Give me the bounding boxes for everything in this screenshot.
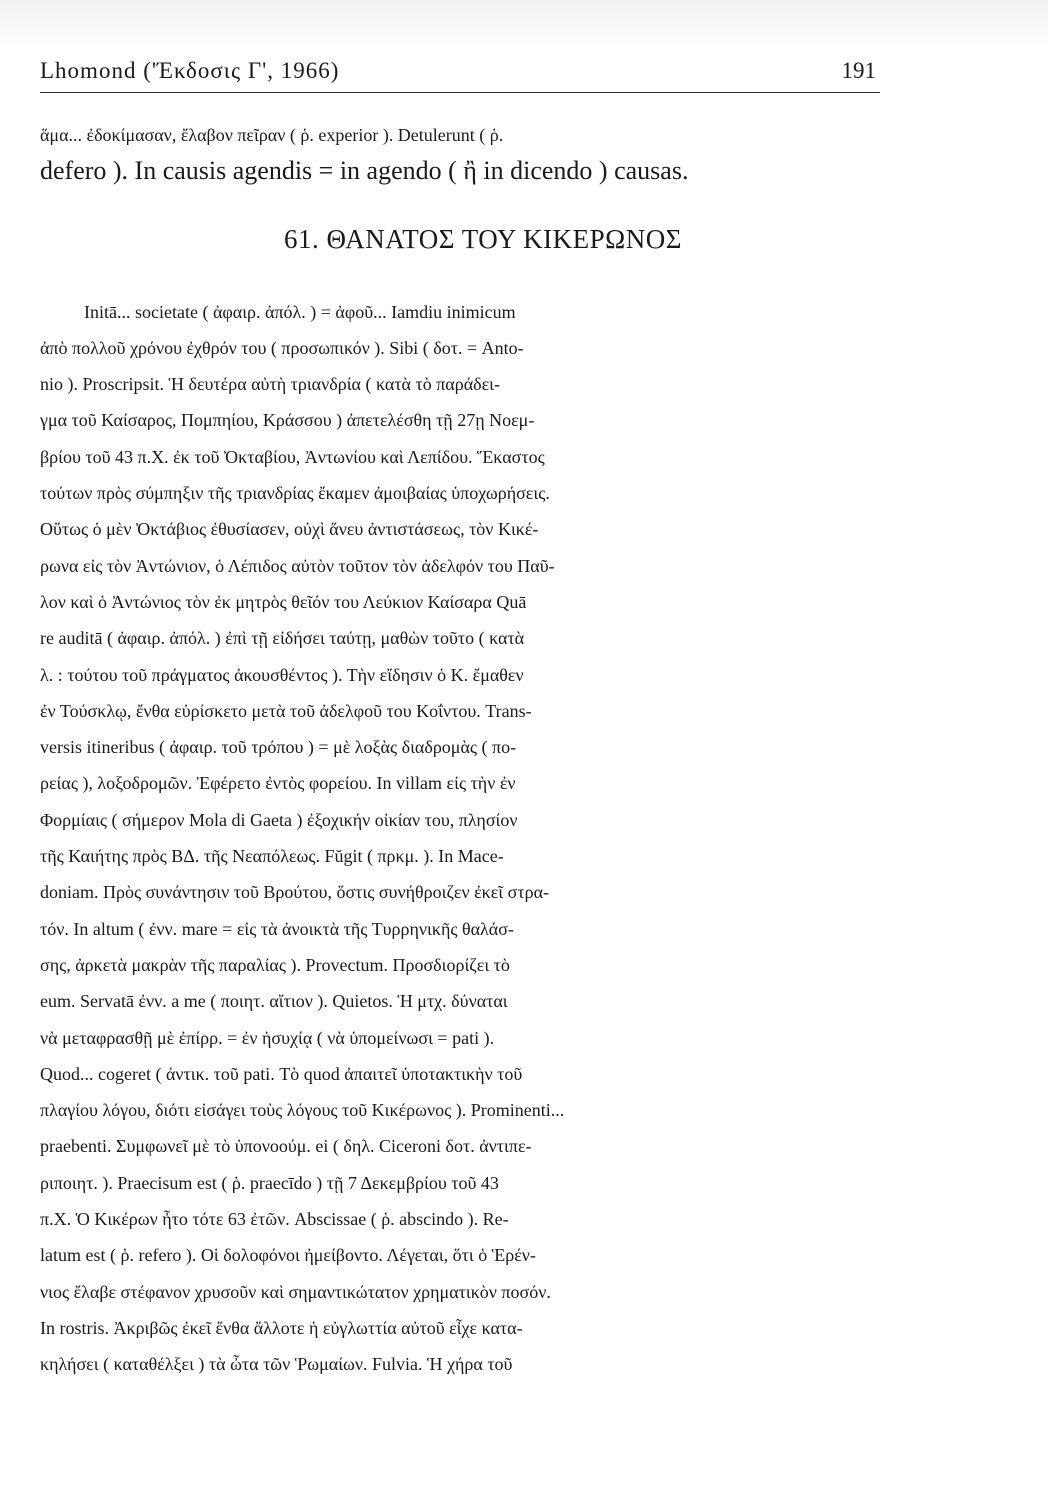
- text-line: Quod... cogeret ( ἀντικ. τοῦ pati. Τὸ quod ἀπαιτεῖ ὑποτακτικὴν τοῦ: [40, 1063, 523, 1084]
- text-line: Initā... societate ( ἀφαιρ. ἀπόλ. ) = ἀφοῦ... Iamdiu inimicum: [84, 301, 516, 322]
- text-line: Φορμίαις ( σήμερον Mola di Gaeta ) ἐξοχικήν οἰκίαν του, πλησίον: [40, 809, 518, 830]
- running-header: [40, 58, 878, 92]
- text-line: ρωνα εἰς τὸν Ἀντώνιον, ὁ Λέπιδος αὐτὸν τοῦτον τὸν ἀδελφόν του Παῦ-: [40, 555, 555, 576]
- body-text: [40, 117, 886, 1383]
- section-heading: 61. ΘΑΝΑΤΟΣ ΤΟΥ ΚΙΚΕΡΩΝΟΣ: [284, 223, 682, 254]
- text-line: πλαγίου λόγου, διότι εἰσάγει τοὺς λόγους τοῦ Κικέρωνος ). Prominenti...: [40, 1100, 565, 1121]
- text-line: praebenti. Συμφωνεῖ μὲ τὸ ὑπονοούμ. ei ( δηλ. Ciceroni δοτ. ἀντιπε-: [40, 1136, 532, 1157]
- intro-block: [40, 117, 886, 190]
- text-line: τῆς Καιήτης πρὸς ΒΔ. τῆς Νεαπόλεως. Fŭgit ( πρκμ. ). In Mace-: [40, 846, 504, 867]
- text-line: versis itineribus ( ἀφαιρ. τοῦ τρόπου ) = μὲ λοξὰς διαδρομὰς ( πο-: [40, 737, 517, 758]
- page-edge-shadow: [0, 0, 1048, 48]
- text-line: ριποιητ. ). Praecisum est ( ῥ. praecīdo ) τῇ 7 Δεκεμβρίου τοῦ 43: [40, 1172, 499, 1193]
- text-line: re auditā ( ἀφαιρ. ἀπόλ. ) ἐπὶ τῇ εἰδήσει ταύτῃ, μαθὼν τοῦτο ( κατὰ: [40, 628, 525, 649]
- header-rule: [40, 92, 880, 93]
- text-line: defero ). In causis agendis = in agendo ( ἢ in dicendo ) causas.: [40, 156, 689, 186]
- text-line: nio ). Proscripsit. Ἡ δευτέρα αὐτὴ τριανδρία ( κατὰ τὸ παράδει-: [40, 374, 501, 395]
- text-line: ἅμα... ἐδοκίμασαν, ἔλαβον πεῖραν ( ῥ. experior ). Detulerunt ( ῥ.: [40, 125, 504, 145]
- text-line: eum. Servatā ἐνν. a me ( ποιητ. αἴτιον ). Quietos. Ἡ μτχ. δύναται: [40, 991, 508, 1012]
- text-line: λ. : τούτου τοῦ πράγματος ἀκουσθέντος ). Τὴν εἴδησιν ὁ Κ. ἔμαθεν: [40, 664, 524, 685]
- text-line: σης, ἀρκετὰ μακρὰν τῆς παραλίας ). Provectum. Προσδιορίζει τὸ: [40, 954, 510, 975]
- running-title: Lhomond ('Έκδοσις Γ', 1966): [40, 58, 340, 83]
- text-line: Οὕτως ὁ μὲν Ὀκτάβιος ἐθυσίασεν, οὐχὶ ἄνευ ἀντιστάσεως, τὸν Κικέ-: [40, 519, 539, 540]
- text-line: In rostris. Ἀκριβῶς ἐκεῖ ἔνθα ἄλλοτε ἡ εὐγλωττία αὐτοῦ εἶχε κατα-: [40, 1317, 523, 1338]
- section-heading-block: [40, 190, 886, 282]
- page-number: 191: [841, 58, 876, 83]
- text-line: τούτων πρὸς σύμπηξιν τῆς τριανδρίας ἔκαμεν ἀμοιβαίας ὑποχωρήσεις.: [40, 483, 550, 504]
- text-line: latum est ( ῥ. refero ). Οἱ δολοφόνοι ἠμείβοντο. Λέγεται, ὅτι ὁ Ἑρέν-: [40, 1245, 536, 1266]
- text-line: νὰ μεταφρασθῇ μὲ ἐπίρρ. = ἐν ἡσυχίᾳ ( νὰ ὑπομείνωσι = pati ).: [40, 1027, 495, 1048]
- text-line: λον καὶ ὁ Ἀντώνιος τὸν ἐκ μητρὸς θεῖόν του Λεύκιον Καίσαρα Quā: [40, 591, 527, 612]
- text-line: doniam. Πρὸς συνάντησιν τοῦ Βρούτου, ὅστις συνήθροιζεν ἐκεῖ στρα-: [40, 882, 549, 903]
- text-line: τόν. In altum ( ἐνν. mare = εἰς τὰ ἀνοικτὰ τῆς Τυρρηνικῆς θαλάσ-: [40, 918, 514, 939]
- text-line: ἀπὸ πολλοῦ χρόνου ἐχθρόν του ( προσωπικόν ). Sibi ( δοτ. = Anto-: [40, 337, 524, 358]
- text-line: γμα τοῦ Καίσαρος, Πομπηίου, Κράσσου ) ἀπετελέσθη τῇ 27ῃ Νοεμ-: [40, 410, 535, 431]
- text-line: ρείας ), λοξοδρομῶν. Ἐφέρετο ἐντὸς φορείου. In villam εἰς τὴν ἐν: [40, 773, 516, 794]
- text-line: π.Χ. Ὁ Κικέρων ἦτο τότε 63 ἐτῶν. Abscissae ( ῥ. abscindo ). Re-: [40, 1209, 509, 1230]
- text-line: κηλήσει ( καταθέλξει ) τὰ ὦτα τῶν Ῥωμαίων. Fulvia. Ἡ χήρα τοῦ: [40, 1354, 513, 1375]
- text-line: βρίου τοῦ 43 π.Χ. ἐκ τοῦ Ὀκταβίου, Ἀντωνίου καὶ Λεπίδου. Ἕκαστος: [40, 446, 545, 467]
- text-line: νιος ἔλαβε στέφανον χρυσοῦν καὶ σημαντικώτατον χρηματικὸν ποσόν.: [40, 1281, 551, 1302]
- text-line: ἐν Τούσκλῳ, ἔνθα εὑρίσκετο μετὰ τοῦ ἀδελφοῦ του Κοΐντου. Trans-: [40, 700, 532, 721]
- commentary-paragraph: [40, 294, 886, 1383]
